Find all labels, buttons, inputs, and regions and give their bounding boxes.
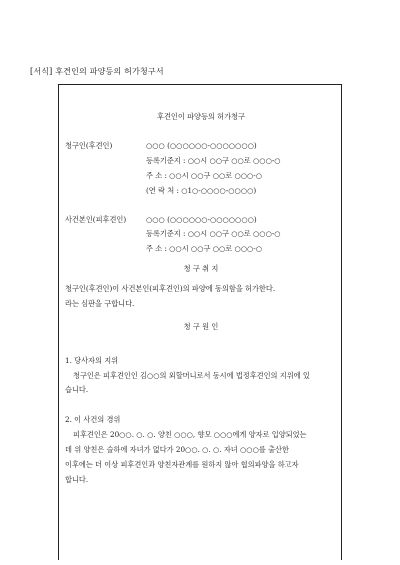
principal-address: 주 소 : ○○시 ○○구 ○○로 ○○○-○ (146, 244, 262, 253)
section-2-line-3: 이후에는 더 이상 피후견인과 양친자관계를 원하지 않아 협의파양을 하고자 (65, 460, 299, 469)
document-frame (58, 84, 342, 560)
section-2-line-1: 피후견인은 20○○. ○. ○. 양친 ○○○, 향모 ○○○에게 양자로 입양되었는 (73, 430, 307, 439)
principal-name: ○○○ (○○○○○○-○○○○○○○) (146, 215, 257, 224)
claimant-label: 청구인(후견인) (65, 141, 113, 150)
principal-label: 사건본인(피후견인) (65, 215, 127, 224)
purpose-heading: 청 구 취 지 (183, 264, 219, 273)
section-1-line-1: 청구인은 피후견인인 김○○의 외할머니로서 동시에 법정후견인의 지위에 있 (73, 371, 310, 380)
claimant-registration: 등록기준지 : ○○시 ○○구 ○○로 ○○○-○ (146, 156, 281, 165)
section-2-line-4: 합니다. (65, 475, 89, 484)
section-1-title: 1. 당사자의 지위 (65, 356, 119, 365)
section-2-title: 2. 이 사건의 경위 (65, 415, 121, 424)
section-2-line-2: 데 위 양친은 슬하에 자녀가 없다가 20○○. ○. ○. 자녀 ○○○를 출산한 (65, 445, 289, 454)
principal-registration: 등록기준지 : ○○시 ○○구 ○○로 ○○○-○ (146, 229, 281, 238)
claimant-name: ○○○ (○○○○○○-○○○○○○○) (146, 141, 257, 150)
section-1-line-2: 습니다. (65, 385, 89, 394)
document-title: 후견인이 파양등의 허가청구 (157, 112, 245, 121)
claimant-address: 주 소 : ○○시 ○○구 ○○로 ○○○-○ (146, 171, 262, 180)
purpose-line-2: 라는 심판을 구합니다. (65, 299, 135, 308)
claimant-contact: (연 락 처 : ○1○-○○○○-○○○○) (146, 186, 257, 195)
purpose-line-1: 청구인(후견인)이 사건본인(피후견인)의 파양에 동의함을 허가한다. (65, 284, 276, 293)
reason-heading: 청 구 원 인 (183, 322, 219, 331)
form-label: [서식] 후견인의 파양등의 허가청구서 (30, 67, 164, 76)
